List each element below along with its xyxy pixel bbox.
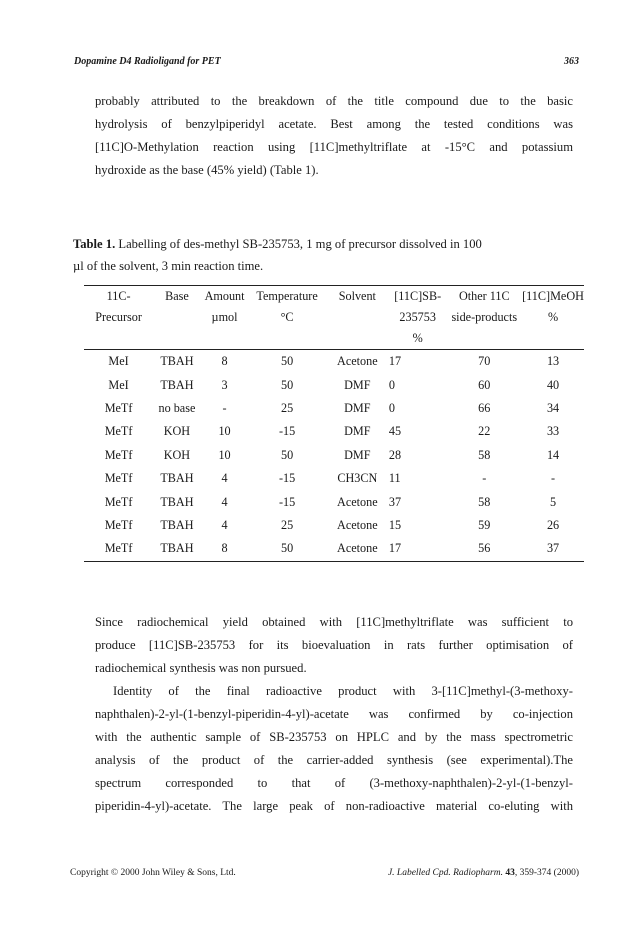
header-cell [446,328,522,350]
journal-volume: 43 [505,868,515,878]
table-cell: TBAH [160,377,194,392]
header-cell: Temperature [248,286,325,308]
table-cell: no base [158,400,196,415]
table-cell: MeTf [104,471,133,486]
table-cell: 8 [221,354,228,369]
table-cell: 33 [546,424,560,439]
table-cell: TBAH [153,537,201,561]
header-row [84,328,584,350]
table-caption-label: Table 1. [73,237,116,251]
table-cell: MeI [108,354,129,369]
table-cell: CH3CN [337,471,378,486]
labelling-table [84,285,584,562]
table-cell: 0 [388,377,395,392]
table-row [84,420,584,443]
header-cell: Other 11C [446,286,522,308]
table-cell: 4 [221,471,228,486]
header-cell: °C [280,310,294,324]
text-line: hydroxide as the base (45% yield) (Table 1). [95,163,319,177]
table-cell: 56 [446,537,522,561]
table-cell: 11 [388,471,401,486]
text-line: naphthalen)-2-yl-(1-benzyl-piperidin-4-yl)-acetate was confirmed by co-injection [95,707,573,721]
table-cell: 37 [522,537,584,561]
header-cell [153,328,201,350]
header-cell [522,328,584,350]
text-line: hydrolysis of benzylpiperidyl acetate. Best among the tested conditions was [95,117,573,131]
header-cell [326,328,389,350]
table-cell: 58 [478,494,491,509]
text-line: analysis of the product of the carrier-added synthesis (see experimental).The [95,753,573,767]
table-cell: DMF [344,377,371,392]
table-row [84,444,584,467]
table-row [84,397,584,420]
journal-citation [388,868,579,878]
header-cell: µmol [211,310,238,324]
table-cell: 17 [388,354,402,369]
header-cell [201,328,249,350]
paragraph-yield [95,611,573,680]
header-cell [153,307,201,328]
text-line: with the authentic sample of SB-235753 on HPLC and by the mass spectrometric [95,730,573,744]
table-cell: Acetone [337,354,378,369]
copyright-notice: Copyright © 2000 John Wiley & Sons, Ltd. [70,868,236,878]
table-cell: 8 [201,537,249,561]
table-cell: Acetone [326,537,389,561]
table-cell: - [551,471,556,486]
table-cell: 10 [218,424,231,439]
table-cell: 14 [546,447,560,462]
paragraph-intro [95,90,573,182]
table-cell: 28 [388,447,402,462]
header-cell [248,328,325,350]
text-line: [11C]O-Methylation reaction using [11C]methyltriflate at -15°C and potassium [95,140,573,154]
table-cell: MeTf [84,537,153,561]
table-cell: 59 [478,517,491,532]
header-cell: [11C]MeOH [522,286,584,308]
header-cell: Amount [201,286,249,308]
table-cell: TBAH [160,354,194,369]
text-line: Identity of the final radioactive product with 3-[11C]methyl-(3-methoxy- [113,684,573,698]
header-cell: 11C- [84,286,153,308]
table-caption-line: µl of the solvent, 3 min reaction time. [73,259,264,273]
table-cell: 4 [221,517,228,532]
text-line: radiochemical synthesis was non pursued. [95,661,307,675]
table-row [84,537,584,561]
header-cell: [11C]SB- [389,286,447,308]
table-cell: 50 [280,447,294,462]
table-cell: 60 [478,377,491,392]
header-cell [326,307,389,328]
table-cell: 17 [389,537,447,561]
table-row [84,373,584,396]
table-cell: 66 [478,400,491,415]
table-cell: 13 [546,354,560,369]
header-row [84,307,584,328]
text-line: piperidin-4-yl)-acetate. The large peak of non-radioactive material co-eluting with [95,799,573,813]
header-row [84,286,584,308]
table-row [84,490,584,513]
paragraph-identity [95,680,573,818]
table-cell: 25 [280,517,294,532]
table-cell: 70 [478,354,491,369]
header-cell: % [547,310,559,324]
table-cell: TBAH [160,517,194,532]
table-row [84,350,584,374]
table-cell: 5 [549,494,557,509]
header-cell [84,328,153,350]
table-cell: DMF [344,424,371,439]
table-cell: Acetone [337,517,378,532]
table-cell: 58 [478,447,491,462]
header-cell: side-products [451,310,518,324]
table-cell: 50 [280,377,294,392]
table-cell: 22 [478,424,491,439]
header-cell: % [389,328,447,350]
table-cell: 50 [280,354,294,369]
table-caption [73,233,482,277]
table-cell: 15 [388,517,402,532]
table-cell: 34 [546,400,560,415]
table-cell: KOH [163,447,191,462]
header-cell: Precursor [95,310,142,324]
header-cell: Solvent [326,286,389,308]
table-cell: MeTf [104,447,133,462]
header-cell: Base [153,286,201,308]
table-cell: 50 [248,537,325,561]
table-cell: 3 [221,377,228,392]
table-caption-line: Labelling of des-methyl SB-235753, 1 mg of precursor dissolved in 100 [118,237,482,251]
text-line: Since radiochemical yield obtained with [11C]methyltriflate was sufficient to [95,615,573,629]
text-line: probably attributed to the breakdown of the title compound due to the basic [95,94,573,108]
table-cell: 37 [388,494,402,509]
table-cell: 26 [546,517,560,532]
table-cell: DMF [344,400,371,415]
text-line: spectrum corresponded to that of (3-methoxy-naphthalen)-2-yl-(1-benzyl- [95,776,573,790]
table-cell: MeTf [104,494,133,509]
table-cell: 25 [280,400,294,415]
table-cell: 40 [546,377,560,392]
table-cell: KOH [163,424,191,439]
table-cell: MeTf [104,424,133,439]
table-cell: 45 [388,424,402,439]
table-cell: - [482,471,487,486]
table-cell: MeTf [104,517,133,532]
journal-name: J. Labelled Cpd. Radiopharm. [387,868,503,878]
table-cell: TBAH [160,471,194,486]
table-row [84,514,584,537]
journal-pages: , 359-374 (2000) [514,868,579,878]
table-cell: 10 [218,447,231,462]
table-cell: 4 [221,494,228,509]
header-cell: 235753 [399,310,436,324]
page-number: 363 [564,56,579,67]
table-cell: -15 [278,494,296,509]
table-cell: MeI [108,377,129,392]
table-cell: TBAH [160,494,194,509]
table-cell: -15 [278,424,296,439]
table-cell: MeTf [104,400,133,415]
table-cell: -15 [278,471,296,486]
table-cell: - [222,400,227,415]
table-cell: DMF [344,447,371,462]
table-row [84,467,584,490]
table-cell: 0 [388,400,395,415]
text-line: produce [11C]SB-235753 for its bioevaluation in rats further optimisation of [95,638,573,652]
running-title: Dopamine D4 Radioligand for PET [74,56,221,67]
table-cell: Acetone [337,494,378,509]
